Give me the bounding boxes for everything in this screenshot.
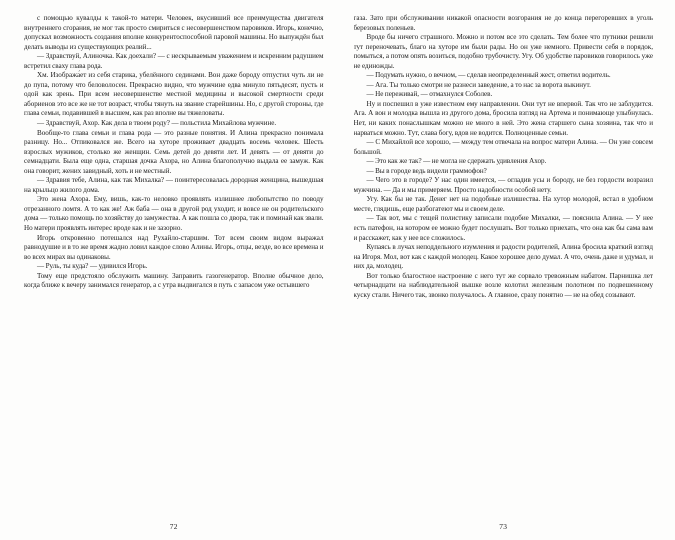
paragraph: — Ага. Ты только смотри не разнеси заведение, а то нас за ворота выкинут. [366,80,591,89]
paragraph: Купаясь в лучах неподдельного изумления и радости родителей, Алина бросила краткий взгляд на Игоря. Мол, вот как с каждой молодец. Какое хорошее дело думал. А что, очень даже и удумал, и них да, молодец. [353,243,653,271]
page-right [338,14,666,532]
paragraph: — Чего это в городе? У нас один имеется, — огладив усы и бороду, не без гордости возразил мужчина. — Да и мы примеряем. Просто надобности особой нету. [353,176,653,194]
page-left-text-column [24,14,324,511]
paragraph: — Здравствуй, Алиночка. Как доехали? — с нескрываемым уважением и искренним радушием встретил сваху глава рода. [24,52,324,70]
paragraph: с помощью кувалды к такой-то матери. Человек, вкусивший все преимущества двигателя внутреннего сгорания, не мог так просто смириться с несовершенством паровиков. Игорь, конечно, допускал возможность создания вполне конкурентоспособной паровой машины. Но выпуждён был делать выводы из существующих реалий... [24,14,324,51]
page-right-text-column [354,14,654,511]
paragraph: — Здравия тебе, Алина, как так Михалка? — поинтересовалась дородная женщина, вышедшая на крыльцо жилого дома. [24,176,324,194]
paragraph: Вроде бы ничего страшного. Можно и потом все это сделать. Тем более что путники решили тут переночевать, благо на хуторе им были рады. Но он уже немного. Привести себя в порядок, помыться, а потом опять возиться, подобно трубочисту. Угу. Об удобстве паровиков говорилось уже не единожды. [353,33,653,70]
paragraph: — Руль, ты куда? — удивился Игорь. [37,262,148,271]
paragraph: Тому еще предстояло обслужить машину. Заправить газогенератор. Вполне обычное дело, когда ближе к вечеру занимался генератор, а с утра выдвигался в путь с запасом уже остывшего [24,271,324,290]
paragraph: — Не переживай, — отмахнулся Соболев. [366,90,493,99]
paragraph: Это жена Ахора. Ему, вишь, как-то неловко проявлять излишнее любопытство по поводу отрезанного ломтя. А то как же! Аж баба — она в другой род уходит, и вовсе не он родительского дома — только помощь по хозяйству до замужества. А как пошла со двора, так и поминай как звали. Но матери проявлять интерес вроде как и не зазорно. [24,195,324,233]
paragraph: — Так вот, мы с тещей полистику записали подобие Михалки, — пояснила Алина. — У нее есть патефон, на котором ее можно будет послушать. Вот только приехать, что она как бы сама вам и расскажет, как у нее все сложилось. [353,214,653,242]
paragraph: Ну и поспешил в уже известном ему направлении. Они тут не впервой. Так что не заблудится. Ага. А вон и молодка вышла из другого дома, бросила взгляд на Артема и понимающе улыбнулась. Нет, ни каких понаслышкам можно не много в ней. Это жена старшего сына хозяина, так что и нарваться можно. Тут, слава богу, вдов не водится. Полноценные семьи. [353,99,653,137]
paragraph: — Подумать нужно, о вечном, — сделав неопределенный жест, ответил водитель. [366,71,611,80]
page-number-right: 73 [499,522,508,531]
paragraph: Вообще-то глава семьи и глава рода — это разные понятия. И Алина прекрасно понимала разницу. Но... Отпиковался же. Всего на хуторе проживает двадцать восемь человек. Шесть взрослых мужиков, столько же женщин. Семь детей до девяти лет. И девять — от девяти до семнадцати. Была еще одна, старшая дочка Ахора, но Алина благополучно выдала ее замуж. Как она говорит, жених завидный, хоть и не местный. [24,128,324,175]
paragraph: Угу. Как бы не так. Денег нет на подобные излишества. На хутор молодой, встал в удобном месте, глядишь, еще разбогатеют мы и своем деле. [353,195,653,213]
paragraph: Игорь откровенно потешался над Рухайло-старшим. Тот всем своим видом выражал равнодушие и в то же время жадно ловил каждое слово Алины. Игорь, отцы, везде, во все времена и во всех мирах вы одинаковы. [24,233,324,261]
paragraph: — Здравствуй, Ахор. Как дела в твоем роду? — польстила Михайлова мужчине. [37,119,277,128]
paragraph: газа. Зато при обслуживании никакой опасности возгорания не до конца перегоревших в уголь березовых поленьев. [353,14,653,32]
paragraph: — Это как же так? — не могла не сдержать удивления Ахор. [366,157,547,166]
paragraph: Хм. Изобража́ет из себя старика, убелённого сединами. Вон даже бороду отпустил чуть ли не до пупа, потому что беловолосен. Прекрасно видно, что мужчине едва минуло пятьдесят, пусть и одой как зрень. При всем несовершенстве местной медицины и высокой смертности среди абориенов это все же не тот возраст, чтобы тянуть на звание старейшины. Но, с другой стороны, где глава семьи, подавившей в высшем, как раз вполне вы тяжеловаты. [24,71,324,118]
paragraph: Вот только благостное настроение с него тут же сорвало тревожным набатом. Парнишка лет четырнадцати на наблюдательной вышке возле колотил железным полотном по подвешенному кускy стали. Ничего так, звонко получалось. А главное, сразу понятно — не на обед созывают. [353,271,653,299]
paragraph: — С Михайлой все хорошо, — между тем отвечала на вопрос матери Алина. — Он уже совсем большой. [353,138,653,156]
page-number-left: 72 [169,522,178,531]
paragraph: — Вы в городе ведь видели граммофон? [366,166,487,175]
page-left [10,14,338,532]
